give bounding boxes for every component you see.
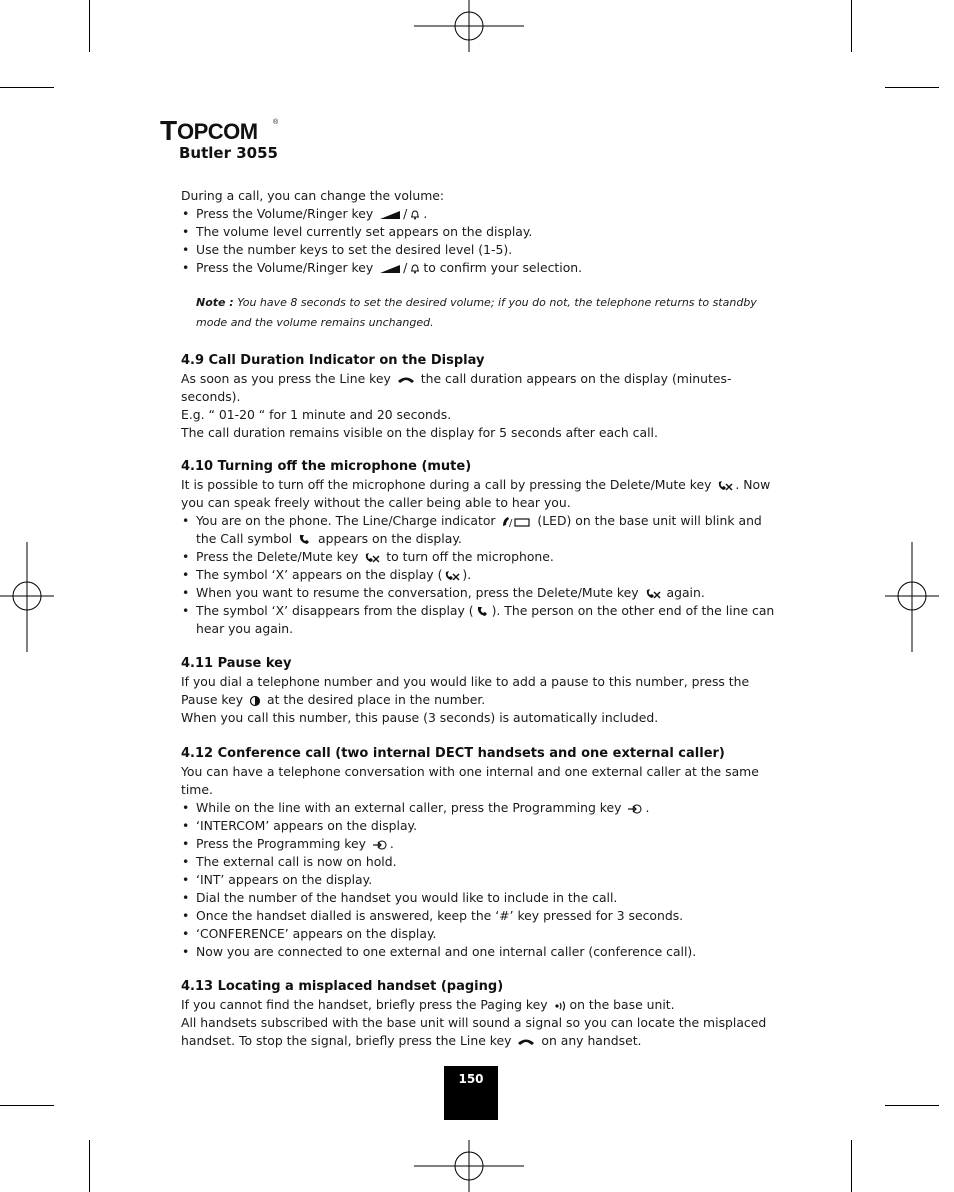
list-item: • When you want to resume the conversation, press the Delete/Mute key again. [181,584,781,602]
mute-key-icon [364,552,380,564]
registration-mark-bottom [414,1140,524,1192]
bell-icon [409,209,421,220]
manual-content [181,187,781,1050]
paging-key-icon [554,1000,568,1012]
conference-steps [181,799,781,961]
note-text: You have 8 seconds to set the desired volume; if you do not, the telephone returns to standby mode and the volume remains unchanged. [196,296,757,329]
line-key-icon [397,375,415,384]
list-item: • Use the number keys to set the desired level (1-5). [181,241,781,259]
crop-mark [885,87,939,88]
section-title-4-9: 4.9 Call Duration Indicator on the Display [181,353,485,368]
programming-key-icon [627,803,643,815]
mute-symbol-icon [444,570,460,582]
paragraph: It is possible to turn off the microphone during a call by pressing the Delete/Mute key . Now you can speak freely without the caller being able to hear you. [181,477,771,510]
list-item: • The external call is now on hold. [181,853,781,871]
paragraph: If you dial a telephone number and you would like to add a pause to this number, press the [181,674,750,689]
volume-key-icon [379,210,401,220]
crop-mark [0,87,54,88]
crop-mark [0,1105,54,1106]
list-item: • ‘CONFERENCE’ appears on the display. [181,925,781,943]
list-item: • Press the Volume/Ringer key / to confirm your selection. [181,259,781,277]
paragraph: E.g. “ 01-20 “ for 1 minute and 20 seconds. [181,407,452,422]
mute-key-icon [717,480,733,492]
svg-text:OPCOM: OPCOM [177,119,258,144]
paragraph: handset. To stop the signal, briefly press the Line key on any handset. [181,1033,642,1048]
volume-steps [181,205,781,277]
list-item: • ‘INTERCOM’ appears on the display. [181,817,781,835]
list-item: • ‘INT’ appears on the display. [181,871,781,889]
svg-text:/: / [509,517,513,528]
section-title-4-12: 4.12 Conference call (two internal DECT handsets and one external caller) [181,746,725,761]
model-name: Butler 3055 [179,144,278,162]
registration-mark-left [0,542,54,652]
crop-mark [885,1105,939,1106]
paragraph: All handsets subscribed with the base unit will sound a signal so you can locate the misplaced [181,1015,767,1030]
list-item: • Once the handset dialled is answered, keep the ‘#’ key pressed for 3 seconds. [181,907,781,925]
registration-mark-top [414,0,524,52]
list-item: • Dial the number of the handset you would like to include in the call. [181,889,781,907]
list-item: • The volume level currently set appears on the display. [181,223,781,241]
list-item: • Press the Volume/Ringer key / . [181,205,781,223]
mute-steps [181,512,781,638]
crop-mark [89,1140,90,1192]
section-title-4-11: 4.11 Pause key [181,656,292,671]
crop-mark [89,0,90,52]
volume-key-icon [379,264,401,274]
list-item: • While on the line with an external caller, press the Programming key . [181,799,781,817]
list-item: • The symbol ‘X’ disappears from the display ( ). The person on the other end of the line can hear you again. [181,602,781,638]
bell-icon [409,263,421,274]
list-item: • You are on the phone. The Line/Charge indicator / (LED) on the base unit will blink and the Call symbol appears on the display. [181,512,781,548]
list-item: • The symbol ‘X’ appears on the display ( ). [181,566,781,584]
crop-mark [851,0,852,52]
mute-key-icon [645,588,661,600]
paragraph: When you call this number, this pause (3 seconds) is automatically included. [181,710,659,725]
paragraph: As soon as you press the Line key the call duration appears on the display (minutes-seconds). [181,371,732,404]
call-symbol-icon [476,606,490,617]
paragraph: Pause key at the desired place in the number. [181,692,486,707]
section-title-4-10: 4.10 Turning off the microphone (mute) [181,459,472,474]
note-label: Note : [196,296,234,309]
paragraph: You can have a telephone conversation with one internal and one external caller at the same time. [181,764,759,797]
line-charge-indicator-icon [501,516,531,528]
list-item: • Press the Programming key . [181,835,781,853]
volume-note [196,293,776,333]
page-number: 150 [458,1072,484,1086]
section-title-4-13: 4.13 Locating a misplaced handset (paging) [181,979,504,994]
line-key-icon [517,1037,535,1046]
paragraph: If you cannot find the handset, briefly press the Paging key on the base unit. [181,997,675,1012]
programming-key-icon [372,839,388,851]
svg-text:®: ® [273,119,279,126]
call-symbol-icon [298,534,312,545]
list-item: • Now you are connected to one external and one internal caller (conference call). [181,943,781,961]
registration-mark-right [885,542,939,652]
crop-mark [851,1140,852,1192]
list-item: • Press the Delete/Mute key to turn off the microphone. [181,548,781,566]
paragraph: The call duration remains visible on the display for 5 seconds after each call. [181,425,658,440]
topcom-logo [160,114,282,144]
svg-text:T: T [160,115,178,144]
page-number-box [444,1066,498,1120]
pause-key-icon [249,695,261,707]
intro-lead: During a call, you can change the volume: [181,188,445,203]
